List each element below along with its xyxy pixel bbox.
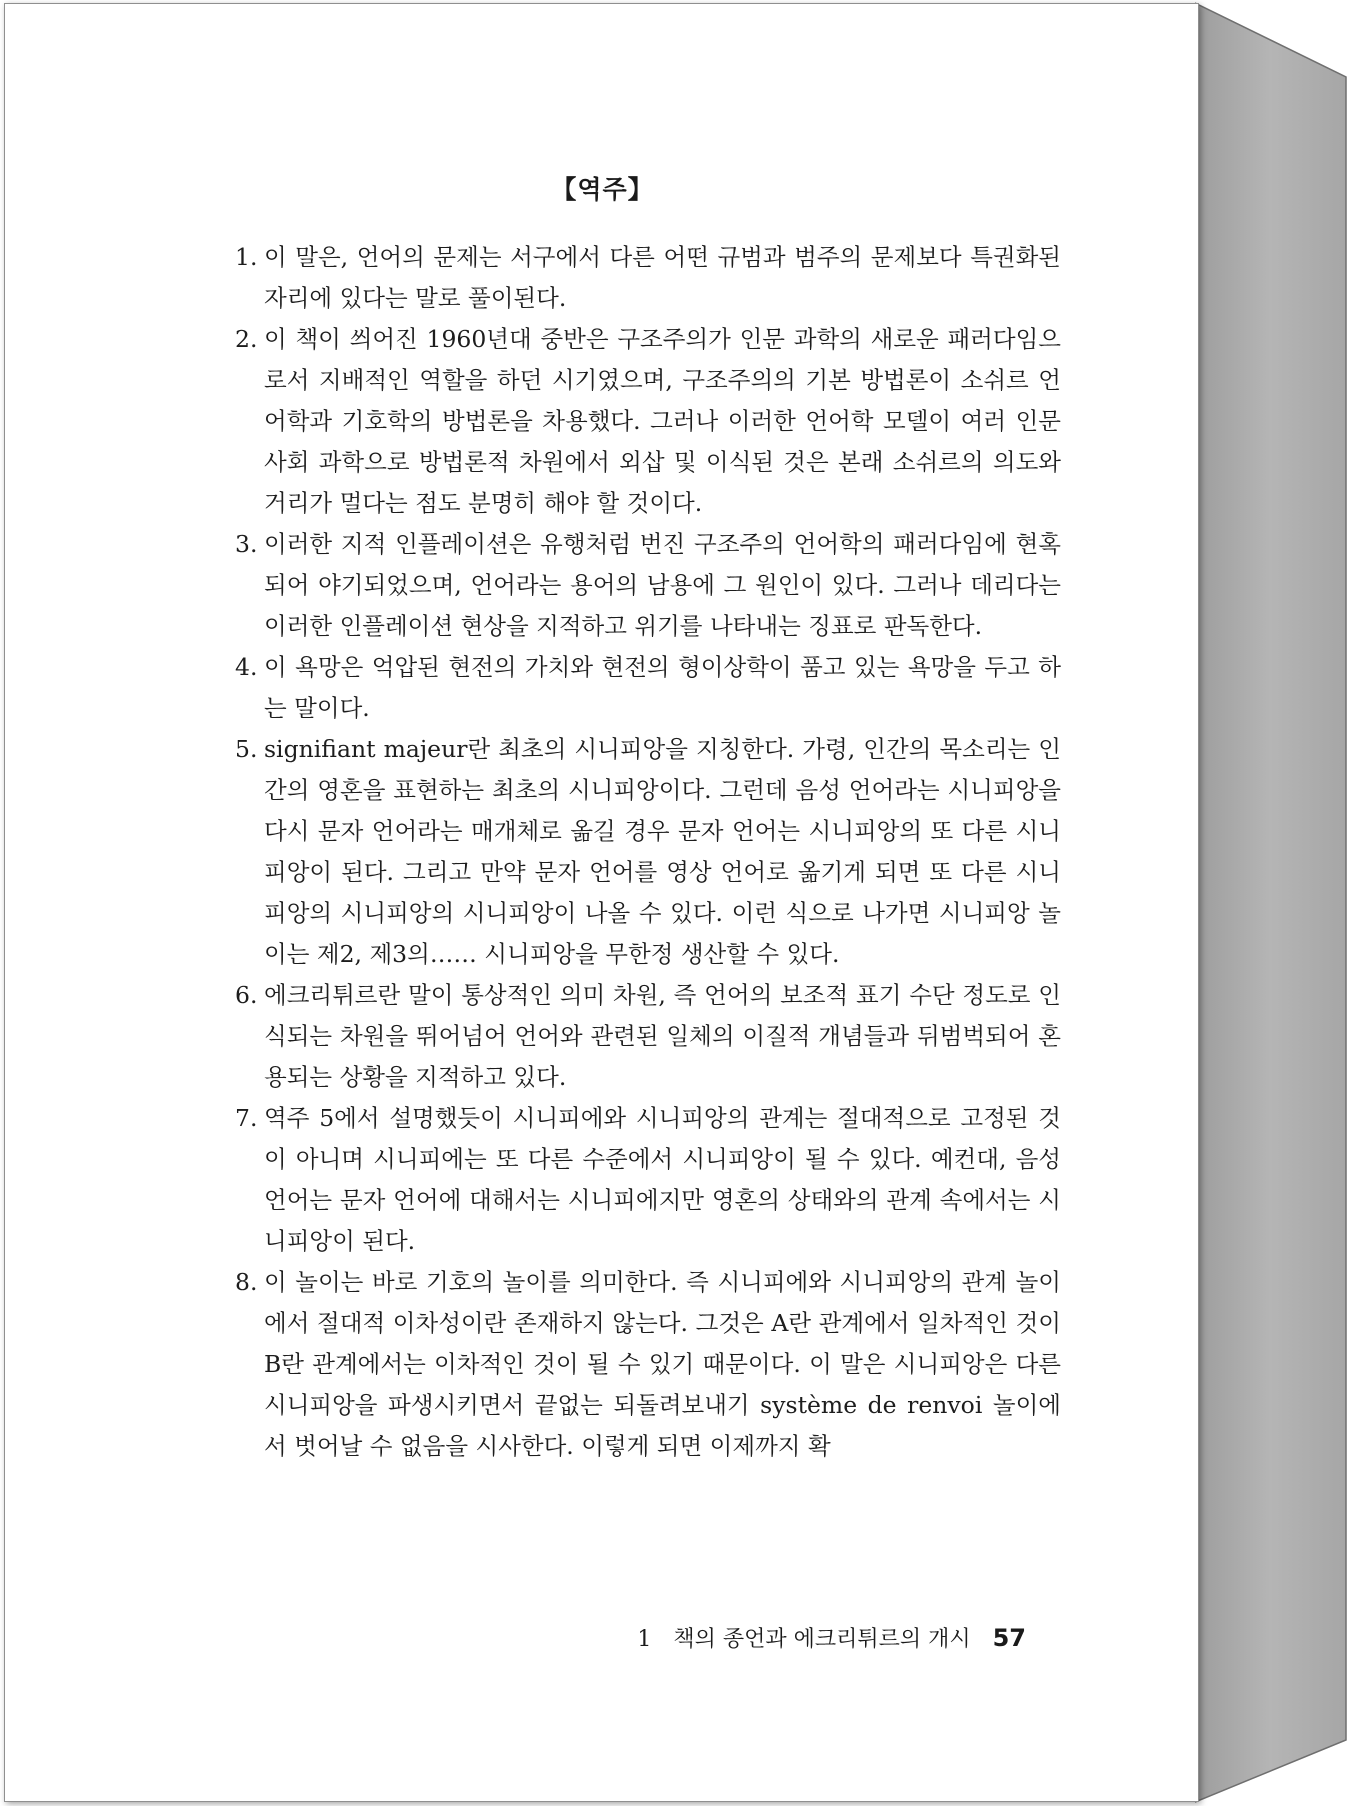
note-text: 이 책이 씌어진 1960년대 중반은 구조주의가 인문 과학의 새로운 패러다임으로서 지배적인 역할을 하던 시기였으며, 구조주의의 기본 방법론이 소쉬르 언어학과 기호학의 방법론을 차용했다. 그러나 이러한 언어학 모델이 여러 인문 사회 과학으로 방법론적 차원에서 외삽 및 이식된 것은 본래 소쉬르의 의도와 거리가 멀다는 점도 분명히 해야 할 것이다. [264,325,1061,517]
note-number: 5. [235,735,258,763]
note-number: 1. [235,243,258,271]
running-footer [637,1622,1026,1653]
note-5 [235,729,1061,975]
note-text: signifiant majeur란 최초의 시니피앙을 지칭한다. 가령, 인간의 목소리는 인간의 영혼을 표현하는 최초의 시니피앙이다. 그런데 음성 언어라는 시니피앙을 다시 문자 언어라는 매개체로 옮길 경우 문자 언어는 시니피앙의 또 다른 시니피앙이 된다. 그리고 만약 문자 언어를 영상 언어로 옮기게 되면 또 다른 시니피앙의 시니피앙의 시니피앙이 나올 수 있다. 이런 식으로 나가면 시니피앙 놀이는 제2, 제3의…… 시니피앙을 무한정 생산할 수 있다. [264,735,1061,968]
note-text: 이 욕망은 억압된 현전의 가치와 현전의 형이상학이 품고 있는 욕망을 두고 하는 말이다. [264,653,1061,722]
translator-notes-list [235,237,1061,1467]
note-number: 8. [235,1268,258,1296]
note-number: 7. [235,1104,258,1132]
book-side-edge [1195,0,1354,1806]
note-8 [235,1262,1061,1467]
note-text: 이러한 지적 인플레이션은 유행처럼 번진 구조주의 언어학의 패러다임에 현혹되어 야기되었으며, 언어라는 용어의 남용에 그 원인이 있다. 그러나 데리다는 이러한 인플레이션 현상을 지적하고 위기를 나타내는 징표로 판독한다. [264,530,1061,640]
note-7 [235,1098,1061,1262]
note-3 [235,524,1061,647]
note-4 [235,647,1061,729]
note-number: 6. [235,981,258,1009]
note-number: 3. [235,530,258,558]
book-page [4,3,1199,1802]
note-text: 에크리튀르란 말이 통상적인 의미 차원, 즉 언어의 보조적 표기 수단 정도로 인식되는 차원을 뛰어넘어 언어와 관련된 일체의 이질적 개념들과 뒤범벅되어 혼용되는 상황을 지적하고 있다. [264,981,1061,1091]
note-6 [235,975,1061,1098]
note-text: 역주 5에서 설명했듯이 시니피에와 시니피앙의 관계는 절대적으로 고정된 것이 아니며 시니피에는 또 다른 수준에서 시니피앙이 될 수 있다. 예컨대, 음성 언어는 문자 언어에 대해서는 시니피에지만 영혼의 상태와의 관계 속에서는 시니피앙이 된다. [264,1104,1061,1255]
note-1 [235,237,1061,319]
page-number: 57 [992,1624,1026,1652]
note-number: 4. [235,653,258,681]
chapter-title: 책의 종언과 에크리튀르의 개시 [673,1627,971,1652]
note-text: 이 놀이는 바로 기호의 놀이를 의미한다. 즉 시니피에와 시니피앙의 관계 놀이에서 절대적 이차성이란 존재하지 않는다. 그것은 A란 관계에서 일차적인 것이 B란 관계에서는 이차적인 것이 될 수 있기 때문이다. 이 말은 시니피앙은 다른 시니피앙을 파생시키면서 끝없는 되돌려보내기 système de renvoi 놀이에서 벗어날 수 없음을 시사한다. 이렇게 되면 이제까지 확 [264,1268,1061,1460]
chapter-number: 1 [637,1627,652,1652]
note-number: 2. [235,325,258,353]
note-2 [235,319,1061,524]
page-heading: 【역주】 [551,175,654,204]
note-text: 이 말은, 언어의 문제는 서구에서 다른 어떤 규범과 범주의 문제보다 특권화된 자리에 있다는 말로 풀이된다. [264,243,1061,312]
